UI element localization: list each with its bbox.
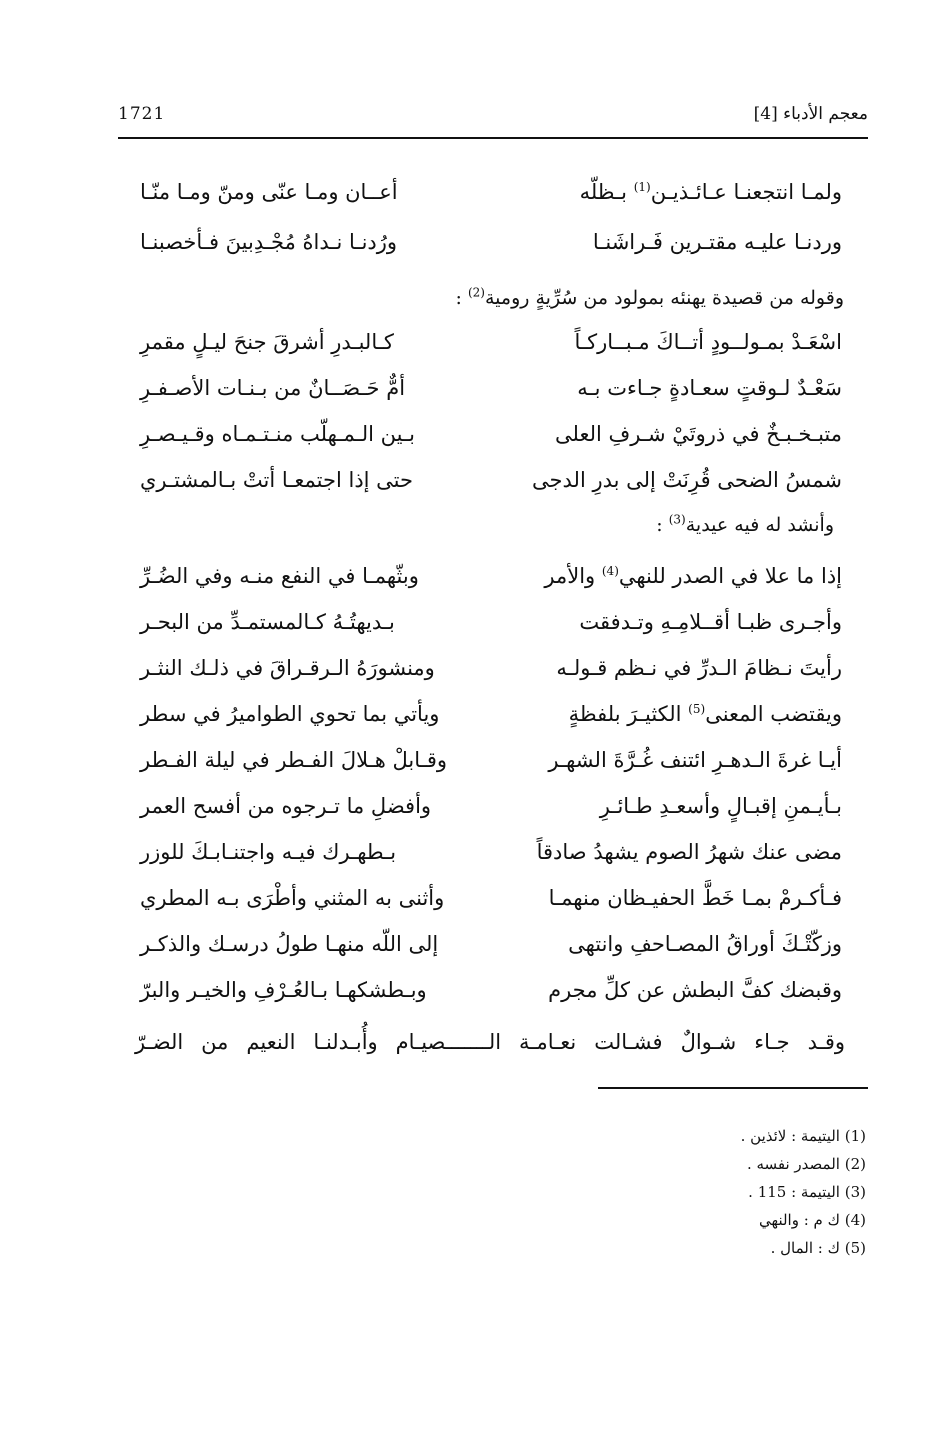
footnote: (2) المصدر نفسه . bbox=[746, 1155, 866, 1173]
verse-first-hemistich: سَعْـدٌ لـوقتٍ سعـادةٍ جـاءت بـه bbox=[577, 376, 842, 400]
verse-first-hemistich: وزكّتْـكَ أوراقُ المصـاحفِ وانتهى bbox=[568, 932, 842, 956]
verse-first-hemistich: شمسُ الضحى قُرِنَتْ إلى بدرِ الدجى bbox=[532, 468, 842, 492]
intro-line: وأنشد له فيه عيدية$^{(3)}$ : bbox=[656, 512, 834, 536]
verse-second-hemistich: وأفضلِ ما تـرجوه من أفسح العمر bbox=[140, 794, 432, 818]
verse-line bbox=[130, 740, 842, 780]
verse-second-hemistich: وبثّهمـا في النفع منـه وفي الضُـرِّ bbox=[140, 564, 419, 588]
verse-first-hemistich: ولمـا انتجعنـا عـائـذيـن$^{(1)}$ بـظلّه bbox=[579, 180, 842, 204]
verse-line bbox=[130, 648, 842, 688]
footnotes bbox=[741, 1122, 866, 1262]
verse-first-hemistich: بـأيـمنِ إقبـالٍ وأسعـدِ طـائـرِ bbox=[599, 794, 842, 818]
verse-line bbox=[130, 970, 842, 1010]
verse-second-hemistich: أعــان ومـا عنّى ومنّ ومـا منّـا bbox=[140, 180, 398, 204]
verse-line bbox=[130, 460, 842, 500]
running-header bbox=[118, 98, 868, 134]
verse-first-hemistich: رأيتَ نـظامَ الـدرِّ في نـظم قـولـه bbox=[556, 656, 842, 680]
verse-second-hemistich: بـين الـمـهلّب منـتـمـاه وقـيـصـرِ bbox=[140, 422, 415, 446]
verse-line bbox=[130, 368, 842, 408]
verse-line bbox=[130, 832, 842, 872]
verse-line bbox=[130, 222, 842, 262]
verse-second-hemistich: وقـابلْ هـلالَ الفـطر في ليلة الفـطر bbox=[140, 748, 448, 772]
verse-line bbox=[130, 322, 842, 362]
verse-first-hemistich: فـأكـرمْ بمـا خَطَّ الحفيـظان منهمـا bbox=[548, 886, 842, 910]
verse-second-hemistich: أمٌّ حَـصَــانٌ من بـنـات الأصـفـرِ bbox=[140, 376, 406, 400]
verse-second-hemistich: حتى إذا اجتمعـا أتتْ بـالمشتـري bbox=[140, 468, 413, 492]
verse-line bbox=[130, 414, 842, 454]
footnote: (3) اليتيمة : 115 . bbox=[748, 1183, 866, 1201]
footnote: (5) ك : المال . bbox=[770, 1239, 866, 1257]
verse-line bbox=[130, 602, 842, 642]
verse-second-hemistich: ورُدنـا نـداهُ مُجْـدِبينَ فـأخصبنـا bbox=[140, 230, 398, 254]
verse-second-hemistich: ويأتي بما تحوي الطواميرُ في سطر bbox=[140, 702, 440, 726]
verse-second-hemistich: إلى اللّه منهـا طولُ درسـك والذكـر bbox=[140, 932, 439, 956]
verse-line bbox=[130, 556, 842, 596]
verse-first-hemistich: ويقتضب المعنى$^{(5)}$ الكثيـرَ بلفظةٍ bbox=[568, 702, 842, 726]
verse-first-hemistich: إذا ما علا في الصدر للنهي$^{(4)}$ والأمر bbox=[544, 564, 842, 588]
verse-line bbox=[130, 172, 842, 212]
verse-first-hemistich: مضى عنك شهرُ الصوم يشهدُ صادقاً bbox=[536, 840, 842, 864]
verse-second-hemistich: بـديهتُـهُ كـالمستمـدِّ من البحـر bbox=[140, 610, 395, 634]
header-rule bbox=[118, 137, 868, 139]
verse-line bbox=[130, 924, 842, 964]
verse-second-hemistich: وأثنى به المثني وأطْرَى بـه المطري bbox=[140, 886, 445, 910]
verse-line bbox=[130, 694, 842, 734]
footnote-rule bbox=[598, 1087, 868, 1089]
verse-first-hemistich: وردنـا عليـه مقتـرين فَـراشَنـا bbox=[592, 230, 842, 254]
verse-second-hemistich: وبـطشكهـا بـالعُـرْفِ والخيـر والبرّ bbox=[140, 978, 427, 1002]
page-number: 1721 bbox=[118, 104, 166, 124]
verse-second-hemistich: كـالبـدرِ أشرقَ جنحَ ليـلٍ مقمرِ bbox=[140, 330, 394, 354]
book-title: معجم الأدباء [4] bbox=[753, 104, 868, 124]
verse-first-hemistich: اسْعَـدْ بمـولــودٍ أتــاكَ مـبــاركـاً bbox=[574, 330, 842, 354]
verse-first-hemistich: وأجـرى ظبـا أقــلامِـهِ وتـدفقت bbox=[579, 610, 842, 634]
verse-second-hemistich: بـطهـرك فيـه واجتنـابـكَ للوزر bbox=[140, 840, 397, 864]
footnote: (1) اليتيمة : لائذين . bbox=[740, 1127, 866, 1145]
verse-line bbox=[130, 878, 842, 918]
verse-line bbox=[130, 786, 842, 826]
verse-full-line: وقـد جـاء شـوالٌ فشـالت نعـامـة الـــــــصيـام وأُبـدلنـا النعيم من الضـرّ bbox=[135, 1030, 845, 1054]
footnote: (4) ك م : والنهي bbox=[759, 1211, 866, 1229]
verse-first-hemistich: أيـا غرةَ الـدهـرِ ائتنف غُـرَّةَ الشهـر bbox=[548, 748, 842, 772]
intro-line: وقوله من قصيدة يهنئه بمولود من سُرِّيةٍ رومية$^{(2)}$ : bbox=[455, 285, 844, 309]
verse-first-hemistich: متبـخـبـخٌ في ذروتَيْ شـرفِ العلى bbox=[555, 422, 842, 446]
verse-first-hemistich: وقبضك كفَّ البطش عن كلِّ مجرم bbox=[548, 978, 842, 1002]
verse-second-hemistich: ومنشورَهُ الـرقـراقَ في ذلـك النثـر bbox=[140, 656, 435, 680]
